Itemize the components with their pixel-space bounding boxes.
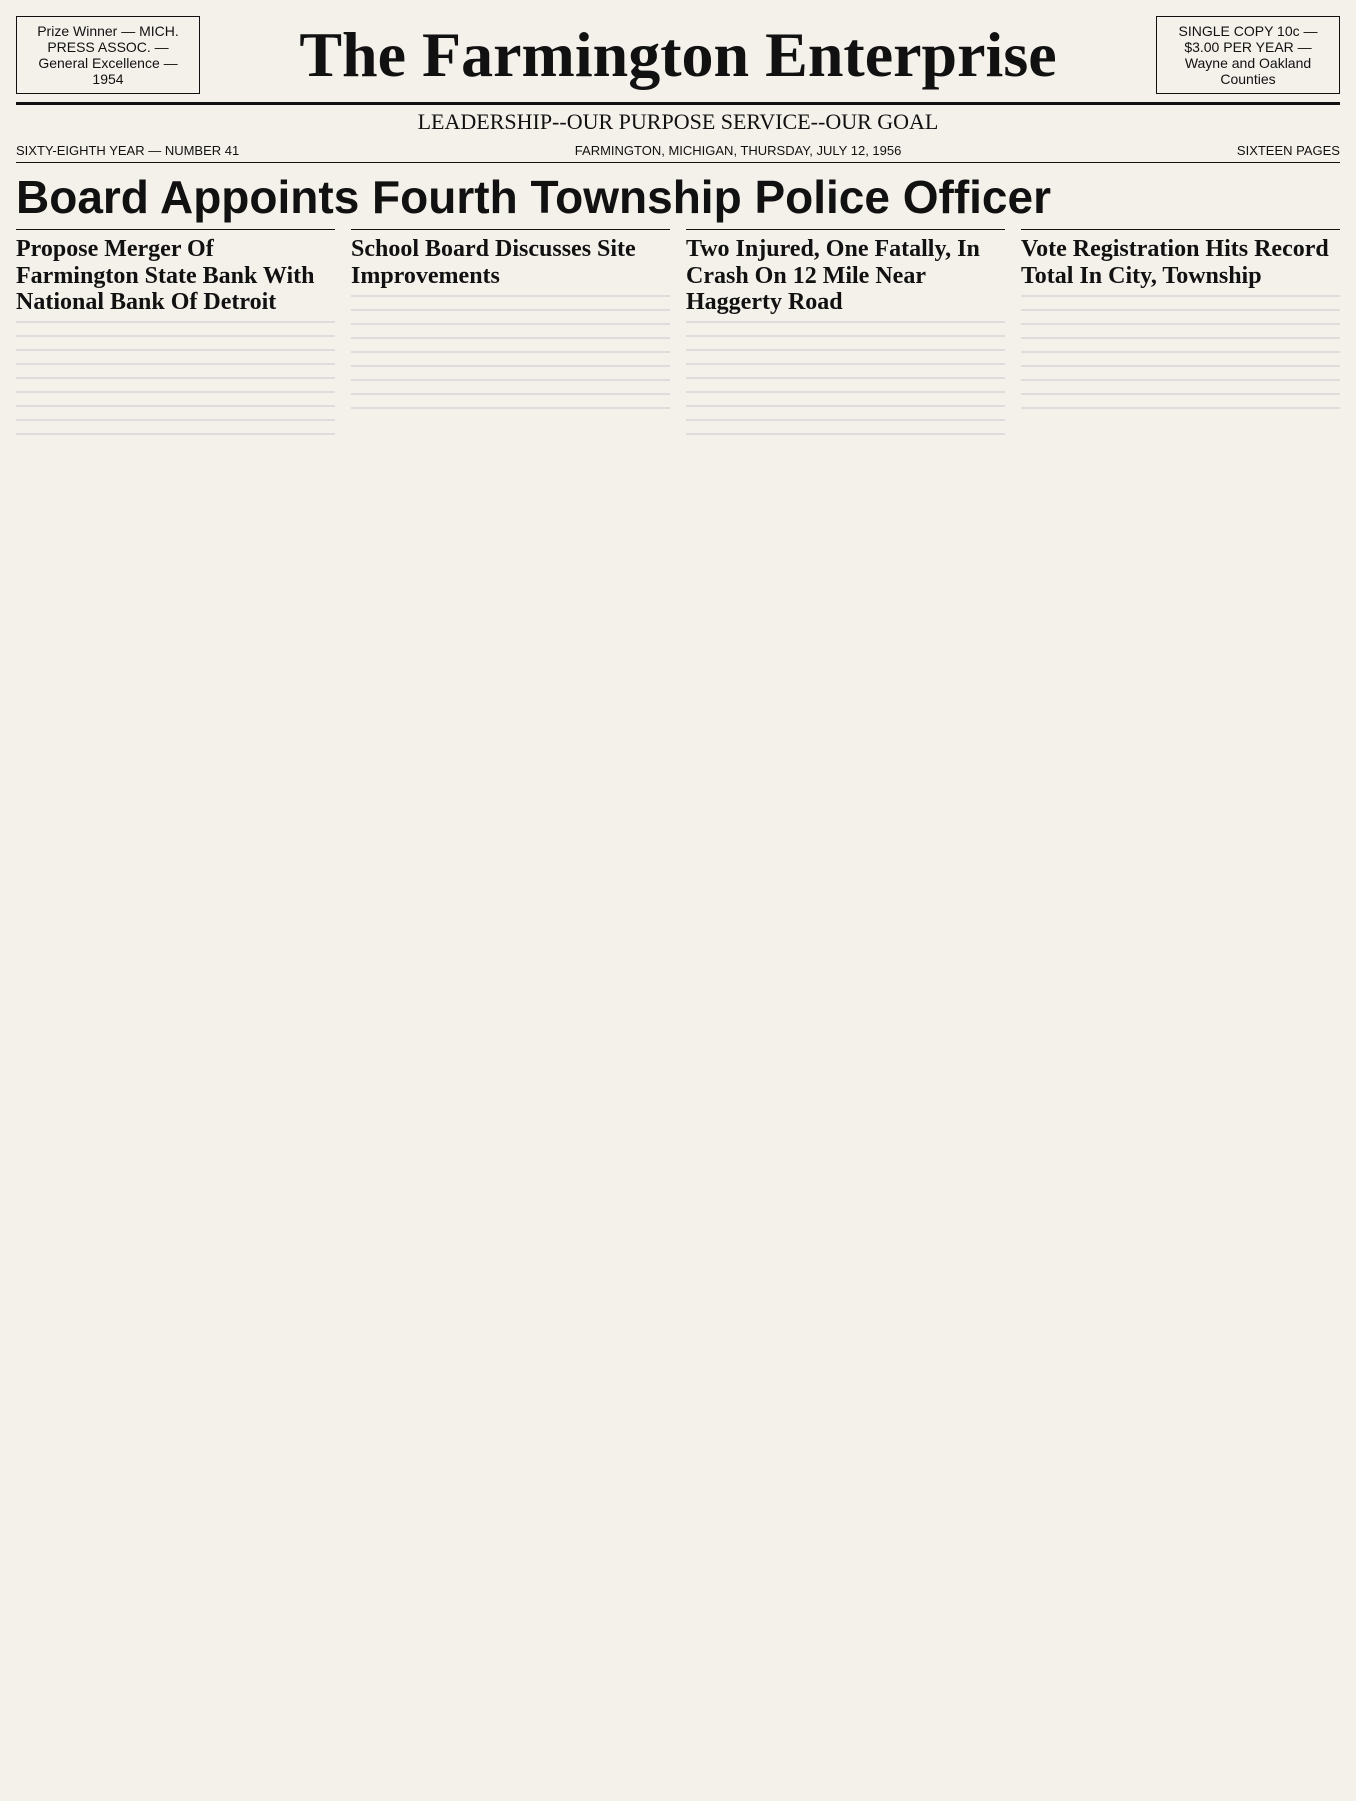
masthead — [16, 16, 1340, 105]
page-count: SIXTEEN PAGES — [1236, 143, 1340, 158]
price-ear: SINGLE COPY 10c — $3.00 PER YEAR — Wayne and Oakland Counties — [1156, 16, 1340, 94]
story — [16, 229, 335, 441]
story — [686, 229, 1005, 441]
story-headline: Two Injured, One Fatally, In Crash On 12 Mile Near Haggerty Road — [686, 236, 980, 316]
body-placeholder — [351, 295, 670, 415]
banner-headline: Board Appoints Fourth Township Police Officer — [16, 171, 1051, 223]
prize-ear: Prize Winner — MICH. PRESS ASSOC. — General Excellence — 1954 — [16, 16, 200, 94]
newspaper-page — [16, 16, 1340, 1766]
story — [1021, 229, 1340, 441]
newspaper-title: The Farmington Enterprise — [299, 19, 1057, 90]
story-headline: Vote Registration Hits Record Total In City, Township — [1021, 236, 1329, 289]
volume-number: SIXTY-EIGHTH YEAR — NUMBER 41 — [16, 143, 240, 158]
place-date: FARMINGTON, MICHIGAN, THURSDAY, JULY 12, 1956 — [574, 143, 902, 158]
story — [351, 229, 670, 441]
story-columns — [16, 229, 1340, 441]
body-placeholder — [1021, 295, 1340, 415]
body-placeholder — [686, 321, 1005, 441]
body-placeholder — [16, 321, 335, 441]
story-headline: Propose Merger Of Farmington State Bank With National Bank Of Detroit — [16, 236, 315, 316]
motto: LEADERSHIP--OUR PURPOSE SERVICE--OUR GOAL — [417, 109, 939, 134]
story-headline: School Board Discusses Site Improvements — [351, 236, 636, 289]
dateline — [16, 139, 1340, 163]
